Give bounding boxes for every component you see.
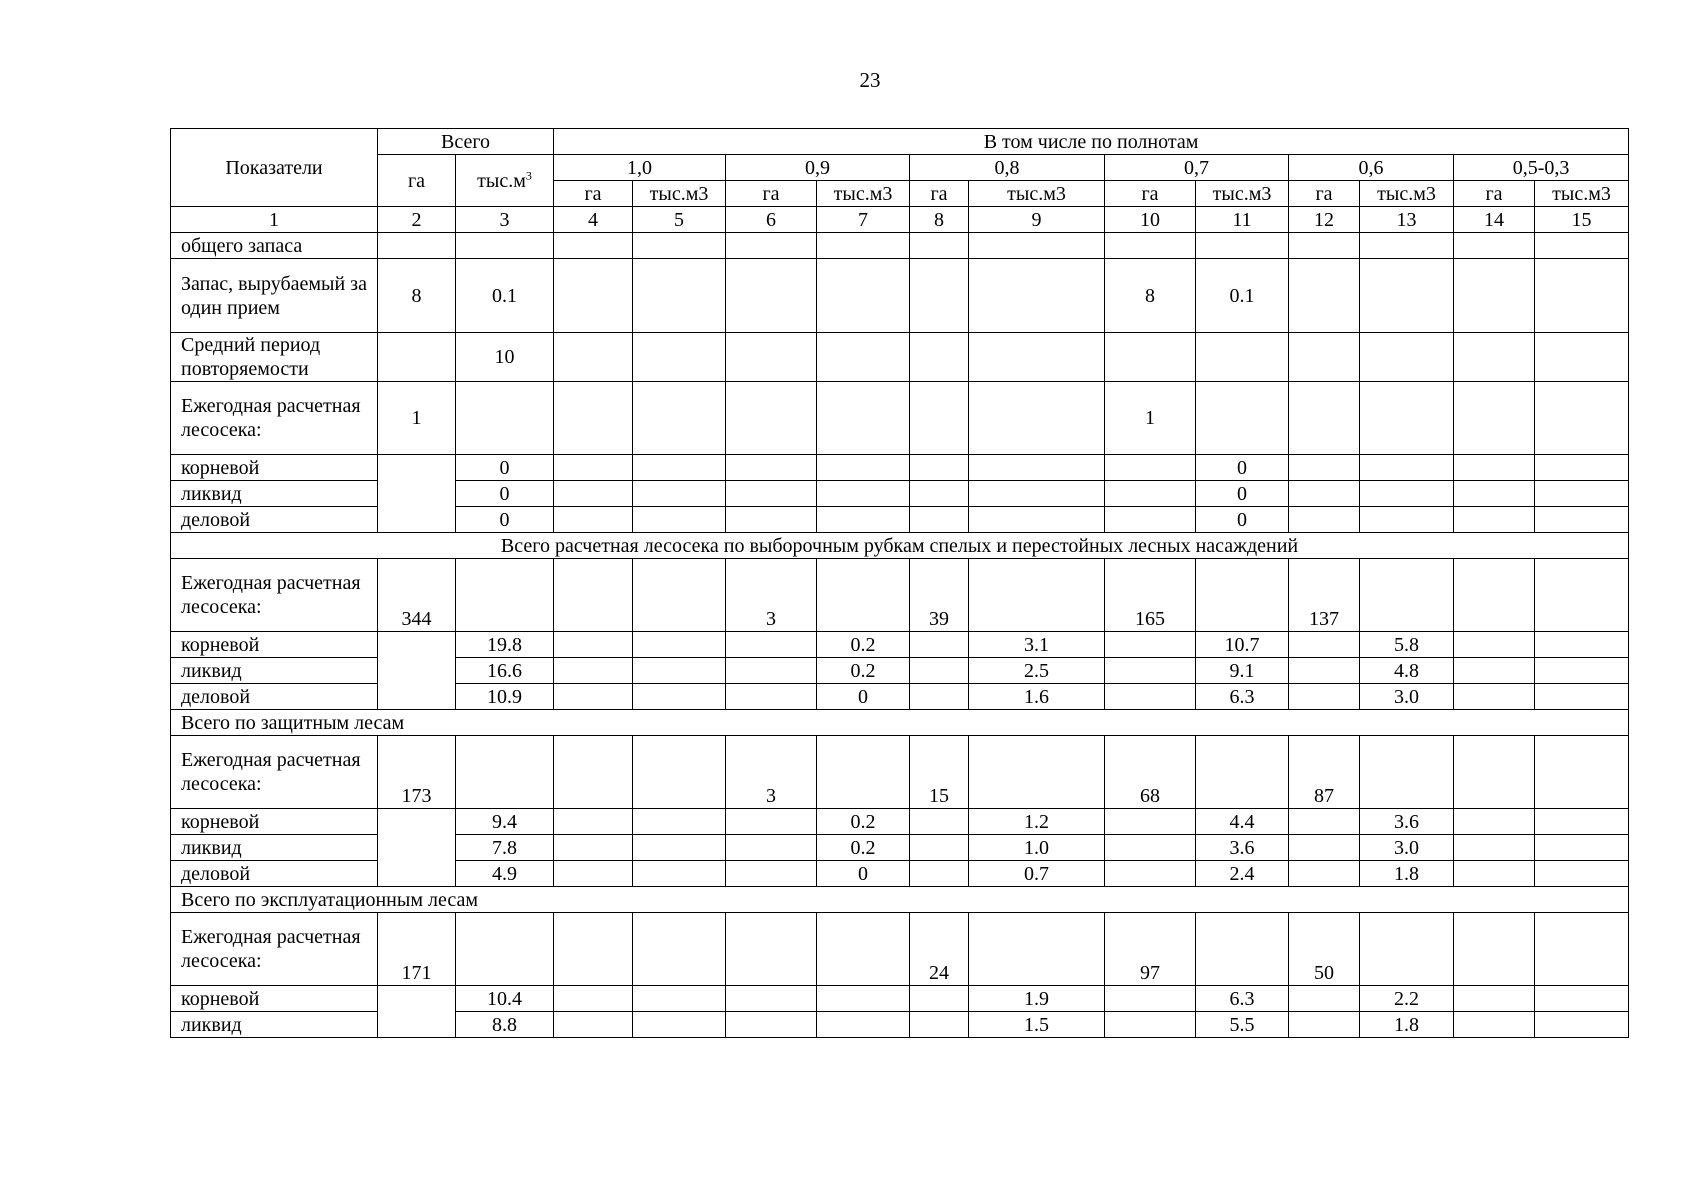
row-label: деловой <box>171 507 378 533</box>
header-th-m3: тыс.м3 <box>1360 181 1454 207</box>
col-number: 1 <box>171 207 378 233</box>
header-th-m3: тыс.м3 <box>969 181 1105 207</box>
cell-c6: 3 <box>726 559 817 632</box>
cell-c11: 0 <box>1196 481 1289 507</box>
cell-c9: 1.9 <box>969 986 1105 1012</box>
cell-c2: 171 <box>378 913 456 986</box>
cell-c13: 3.0 <box>1360 684 1454 710</box>
col-number: 8 <box>910 207 969 233</box>
row-label: ликвид <box>171 835 378 861</box>
row-label: корневой <box>171 809 378 835</box>
table-row <box>171 986 1629 1012</box>
row-label: ликвид <box>171 1012 378 1038</box>
cell-c2: 344 <box>378 559 456 632</box>
col-number: 4 <box>554 207 633 233</box>
cell-c10: 1 <box>1105 382 1196 455</box>
table-row <box>171 559 1629 632</box>
col-number: 2 <box>378 207 456 233</box>
cell-c13: 1.8 <box>1360 1012 1454 1038</box>
cell-c11: 6.3 <box>1196 986 1289 1012</box>
cell-c7: 0.2 <box>817 835 910 861</box>
section-title-protective: Всего по защитным лесам <box>171 710 1629 736</box>
header-th-m3: тыс.м3 <box>633 181 726 207</box>
cell-c11: 9.1 <box>1196 658 1289 684</box>
section-title-selective: Всего расчетная лесосека по выборочным рубкам спелых и перестойных лесных насаждений <box>171 533 1629 559</box>
cell-c13: 1.8 <box>1360 861 1454 887</box>
cell-c13: 4.8 <box>1360 658 1454 684</box>
cell-c7: 0 <box>817 684 910 710</box>
cell-c13: 2.2 <box>1360 986 1454 1012</box>
header-incl-by-density: В том числе по полнотам <box>554 129 1629 155</box>
cell-c2: 173 <box>378 736 456 809</box>
cell-c11: 5.5 <box>1196 1012 1289 1038</box>
col-number: 3 <box>456 207 554 233</box>
cell-c13: 3.0 <box>1360 835 1454 861</box>
header-th-m3: тыс.м3 <box>1196 181 1289 207</box>
header-row-1 <box>171 129 1629 155</box>
cell-c11: 4.4 <box>1196 809 1289 835</box>
cell-c3: 0 <box>456 455 554 481</box>
cell-c11: 0 <box>1196 455 1289 481</box>
table-row <box>171 259 1629 333</box>
cell-c12: 137 <box>1289 559 1360 632</box>
cell-c3: 0.1 <box>456 259 554 333</box>
header-ha: га <box>1289 181 1360 207</box>
cell-c7: 0.2 <box>817 809 910 835</box>
col-number: 14 <box>1454 207 1535 233</box>
cell-c8: 15 <box>910 736 969 809</box>
cell-c7: 0.2 <box>817 658 910 684</box>
header-density-0-9: 0,9 <box>726 155 910 181</box>
cell-c11: 0.1 <box>1196 259 1289 333</box>
cell-c9: 0.7 <box>969 861 1105 887</box>
header-ha: га <box>910 181 969 207</box>
header-density-0-8: 0,8 <box>910 155 1105 181</box>
col-number: 12 <box>1289 207 1360 233</box>
column-number-row <box>171 207 1629 233</box>
page-number: 23 <box>859 68 881 92</box>
cell-c12: 87 <box>1289 736 1360 809</box>
header-indicators: Показатели <box>171 129 378 207</box>
row-label: деловой <box>171 861 378 887</box>
col-number: 15 <box>1535 207 1629 233</box>
row-label: общего запаса <box>171 233 378 259</box>
cell-c3: 16.6 <box>456 658 554 684</box>
header-total-ha: га <box>378 155 456 207</box>
allowable-cut-table <box>170 128 1629 1038</box>
cell-c6: 3 <box>726 736 817 809</box>
cell-c3: 7.8 <box>456 835 554 861</box>
table-row <box>171 382 1629 455</box>
table-row <box>171 233 1629 259</box>
header-ha: га <box>1454 181 1535 207</box>
col-number: 7 <box>817 207 910 233</box>
table-row <box>171 913 1629 986</box>
section-row <box>171 710 1629 736</box>
cell-c10: 97 <box>1105 913 1196 986</box>
cell-c3: 9.4 <box>456 809 554 835</box>
cell-c12: 50 <box>1289 913 1360 986</box>
row-label: Ежегодная расчетная лесосека: <box>171 913 378 986</box>
col-number: 11 <box>1196 207 1289 233</box>
cell-c13: 5.8 <box>1360 632 1454 658</box>
cell-c9: 1.5 <box>969 1012 1105 1038</box>
table-row <box>171 455 1629 481</box>
cell-c2: 1 <box>378 382 456 455</box>
row-label: ликвид <box>171 481 378 507</box>
row-label: Ежегодная расчетная лесосека: <box>171 736 378 809</box>
section-row <box>171 887 1629 913</box>
header-th-m3: тыс.м3 <box>1535 181 1629 207</box>
cell-c10: 165 <box>1105 559 1196 632</box>
header-th-m3: тыс.м3 <box>817 181 910 207</box>
row-label: Средний период повторяемости <box>171 333 378 382</box>
cell-c3: 10 <box>456 333 554 382</box>
cell-c7: 0.2 <box>817 632 910 658</box>
row-label: ликвид <box>171 658 378 684</box>
cell-c9: 2.5 <box>969 658 1105 684</box>
cell-c3: 0 <box>456 481 554 507</box>
cell-c10: 8 <box>1105 259 1196 333</box>
header-density-0-6: 0,6 <box>1289 155 1454 181</box>
header-density-1-0: 1,0 <box>554 155 726 181</box>
cell-c9: 1.6 <box>969 684 1105 710</box>
table-row <box>171 333 1629 382</box>
row-label: Ежегодная расчетная лесосека: <box>171 559 378 632</box>
table-row <box>171 809 1629 835</box>
cell-c3: 8.8 <box>456 1012 554 1038</box>
col-number: 6 <box>726 207 817 233</box>
cell-c13: 3.6 <box>1360 809 1454 835</box>
cell-c3: 10.4 <box>456 986 554 1012</box>
cell-c2: 8 <box>378 259 456 333</box>
col-number: 13 <box>1360 207 1454 233</box>
row-label: корневой <box>171 455 378 481</box>
row-label: деловой <box>171 684 378 710</box>
col-number: 5 <box>633 207 726 233</box>
cell-c10: 68 <box>1105 736 1196 809</box>
header-density-0-7: 0,7 <box>1105 155 1289 181</box>
table-row <box>171 632 1629 658</box>
cell-c3: 4.9 <box>456 861 554 887</box>
section-title-exploitation: Всего по эксплуатационным лесам <box>171 887 1629 913</box>
cell-c8: 39 <box>910 559 969 632</box>
cell-c7: 0 <box>817 861 910 887</box>
cell-c3: 10.9 <box>456 684 554 710</box>
cell-c11: 0 <box>1196 507 1289 533</box>
cell-c11: 2.4 <box>1196 861 1289 887</box>
cell-c11: 3.6 <box>1196 835 1289 861</box>
header-ha: га <box>554 181 633 207</box>
section-row <box>171 533 1629 559</box>
row-label: корневой <box>171 632 378 658</box>
row-label: Запас, вырубаемый за один прием <box>171 259 378 333</box>
header-row-2 <box>171 155 1629 181</box>
cell-c9: 1.2 <box>969 809 1105 835</box>
cell-c9: 1.0 <box>969 835 1105 861</box>
table-row <box>171 736 1629 809</box>
row-label: корневой <box>171 986 378 1012</box>
header-ha: га <box>726 181 817 207</box>
col-number: 10 <box>1105 207 1196 233</box>
cell-c11: 10.7 <box>1196 632 1289 658</box>
header-density-0-5-0-3: 0,5-0,3 <box>1454 155 1629 181</box>
cell-c9: 3.1 <box>969 632 1105 658</box>
header-total-th-m3: $тыс.м^3$ <box>456 155 554 207</box>
cell-c8: 24 <box>910 913 969 986</box>
header-total: Всего <box>378 129 554 155</box>
header-ha: га <box>1105 181 1196 207</box>
cell-c3: 0 <box>456 507 554 533</box>
col-number: 9 <box>969 207 1105 233</box>
cell-c11: 6.3 <box>1196 684 1289 710</box>
row-label: Ежегодная расчетная лесосека: <box>171 382 378 455</box>
cell-c3: 19.8 <box>456 632 554 658</box>
